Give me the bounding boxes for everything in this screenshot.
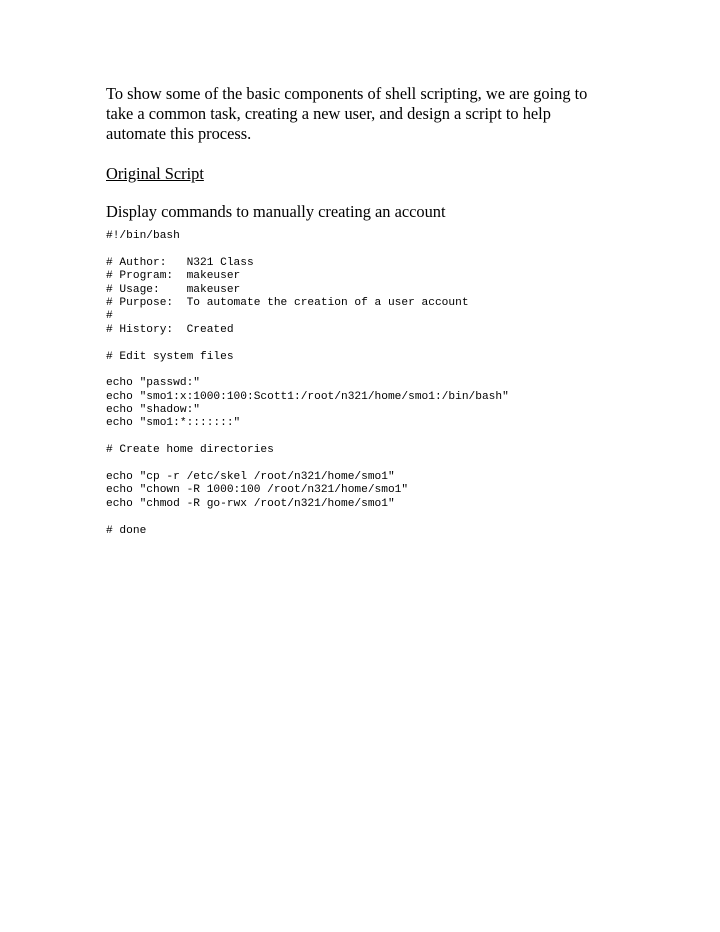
- code-line: echo "chmod -R go-rwx /root/n321/home/smo1": [106, 497, 395, 510]
- code-line: # Author: N321 Class: [106, 256, 254, 269]
- code-line: # Edit system files: [106, 350, 234, 363]
- code-line: echo "shadow:": [106, 404, 200, 417]
- code-line: #!/bin/bash: [106, 230, 180, 242]
- code-line: [106, 458, 606, 471]
- intro-paragraph: To show some of the basic components of shell scripting, we are going to take a common task, creating a new user, and design a script to help automate this process.: [106, 84, 588, 143]
- code-line: echo "chown -R 1000:100 /root/n321/home/smo1": [106, 484, 409, 497]
- code-line: echo "cp -r /etc/skel /root/n321/home/smo1": [106, 471, 395, 484]
- code-line: # Create home directories: [106, 444, 274, 457]
- code-line: [106, 243, 606, 256]
- code-line: # History: Created: [106, 323, 234, 336]
- code-block: [106, 230, 606, 538]
- document-content: [106, 84, 606, 538]
- code-line: #: [106, 310, 113, 323]
- code-line: echo "smo1:x:1000:100:Scott1:/root/n321/home/smo1:/bin/bash": [106, 390, 509, 403]
- section-subtitle: Display commands to manually creating an account: [106, 202, 446, 221]
- code-line: # done: [106, 524, 147, 537]
- code-line: [106, 431, 606, 444]
- code-line: # Purpose: To automate the creation of a user account: [106, 296, 469, 309]
- code-line: echo "smo1:*:::::::": [106, 417, 241, 430]
- code-line: # Program: makeuser: [106, 270, 241, 283]
- code-line: # Usage: makeuser: [106, 283, 241, 296]
- section-heading: Original Script: [106, 164, 204, 183]
- code-line: echo "passwd:": [106, 377, 200, 390]
- code-line: [106, 511, 606, 524]
- code-line: [106, 337, 606, 350]
- code-line: [106, 364, 606, 377]
